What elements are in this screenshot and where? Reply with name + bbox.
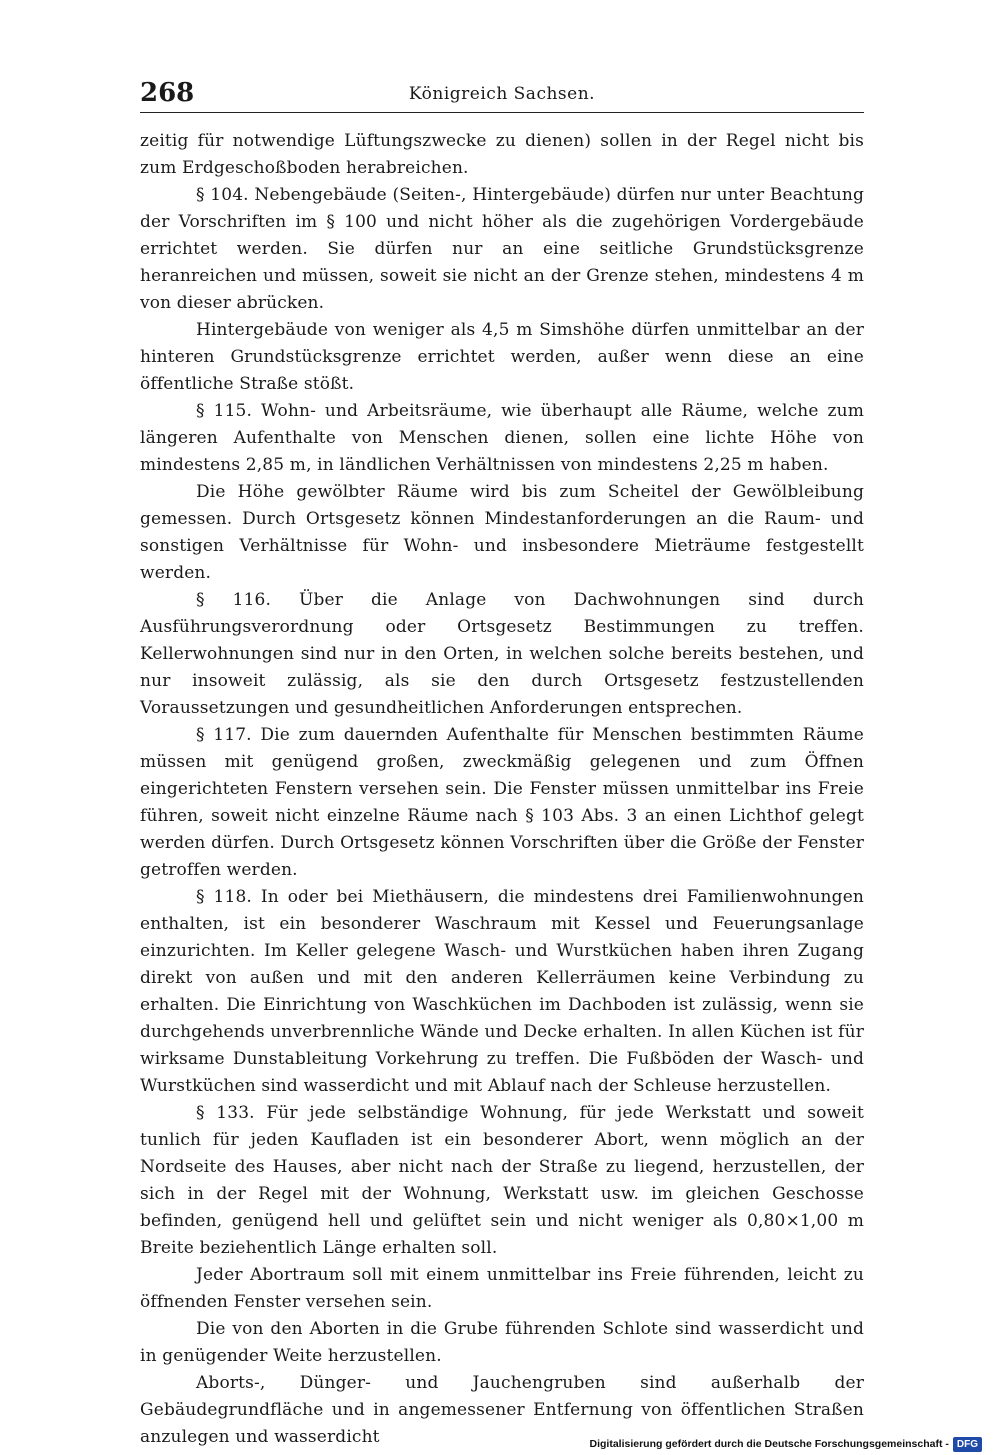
running-title: Königreich Sachsen. (408, 84, 596, 104)
paragraph: Aborts-, Dünger- und Jauchengruben sind außerhalb der Gebäudegrundfläche und in angemessener Entfernung von öffentlichen Straßen anzulegen und wasserdicht (140, 1373, 864, 1447)
paragraph-section-133: § 133. Für jede selbständige Wohnung, für jede Werkstatt und soweit tunlich für jeden Kaufladen ist ein besonderer Abort, wenn möglich an der Nordseite des Hauses, aber nicht nach der Straße zu liegend, herzustellen, der sich in der Regel mit der Wohnung, Werkstatt usw. im gleichen Geschosse befinden, genügend hell und gelüftet sein und nicht weniger als 0,80×1,00 m Breite beziehentlich Länge erhalten soll. (140, 1103, 864, 1258)
credit-text: Digitalisierung gefördert durch die Deutsche Forschungsgemeinschaft - (589, 1438, 949, 1450)
page-number: 268 (140, 78, 195, 108)
paragraph-section-117: § 117. Die zum dauernden Aufenthalte für Menschen bestimmten Räume müssen mit genügend großen, zweckmäßig gelegenen und zum Öffnen eingerichteten Fenstern versehen sein. Die Fenster müssen unmittelbar ins Freie führen, soweit nicht einzelne Räume nach § 103 Abs. 3 an einen Lichthof gelegt werden dürfen. Durch Ortsgesetz können Vorschriften über die Größe der Fenster getroffen werden. (140, 725, 864, 880)
body-text (140, 128, 864, 1451)
paragraph-section-104: § 104. Nebengebäude (Seiten-, Hintergebäude) dürfen nur unter Beachtung der Vorschriften im § 100 und nicht höher als die zugehörigen Vordergebäude errichtet werden. Sie dürfen nur an eine seitliche Grundstücksgrenze heranreichen und müssen, soweit sie nicht an der Grenze stehen, mindestens 4 m von dieser abrücken. (140, 185, 864, 313)
paragraph-section-115: § 115. Wohn- und Arbeitsräume, wie überhaupt alle Räume, welche zum längeren Aufenthalte von Menschen dienen, sollen eine lichte Höhe von mindestens 2,85 m, in ländlichen Verhältnissen von mindestens 2,25 m haben. (140, 401, 864, 475)
paragraph-section-116: § 116. Über die Anlage von Dachwohnungen sind durch Ausführungsverordnung oder Ortsgesetz Bestimmungen zu treffen. Kellerwohnungen sind nur in den Orten, in welchen solche bereits bestehen, und nur insoweit zulässig, als sie den durch Ortsgesetz festzustellenden Voraussetzungen und gesundheitlichen Anforderungen entsprechen. (140, 590, 864, 718)
paragraph-section-118: § 118. In oder bei Miethäusern, die mindestens drei Familienwohnungen enthalten, ist ein besonderer Waschraum mit Kessel und Feuerungsanlage einzurichten. Im Keller gelegene Wasch- und Wurstküchen haben ihren Zugang direkt von außen und mit den anderen Kellerräumen keine Verbindung zu erhalten. Die Einrichtung von Waschküchen im Dachboden ist zulässig, wenn sie durchgehends unverbrennliche Wände und Decke erhalten. In allen Küchen ist für wirksame Dunstableitung Vorkehrung zu treffen. Die Fußböden der Wasch- und Wurstküchen sind wasserdicht und mit Ablauf nach der Schleuse herzustellen. (140, 887, 864, 1096)
paragraph: Hintergebäude von weniger als 4,5 m Simshöhe dürfen unmittelbar an der hinteren Grundstücksgrenze errichtet werden, außer wenn diese an eine öffentliche Straße stößt. (140, 320, 864, 394)
dfg-logo: DFG (953, 1437, 982, 1452)
paragraph: Die Höhe gewölbter Räume wird bis zum Scheitel der Gewölbleibung gemessen. Durch Ortsgesetz können Mindestanforderungen an die Raum- und sonstigen Verhältnisse für Wohn- und insbesondere Mieträume festgestellt werden. (140, 482, 864, 583)
paragraph: Jeder Abortraum soll mit einem unmittelbar ins Freie führenden, leicht zu öffnenden Fenster versehen sein. (140, 1265, 864, 1312)
paragraph: zeitig für notwendige Lüftungszwecke zu dienen) sollen in der Regel nicht bis zum Erdgeschoßboden herabreichen. (140, 131, 864, 178)
page-header (140, 78, 864, 113)
digitization-credit (590, 1436, 983, 1452)
paragraph: Die von den Aborten in die Grube führenden Schlote sind wasserdicht und in genügender Weite herzustellen. (140, 1319, 864, 1366)
